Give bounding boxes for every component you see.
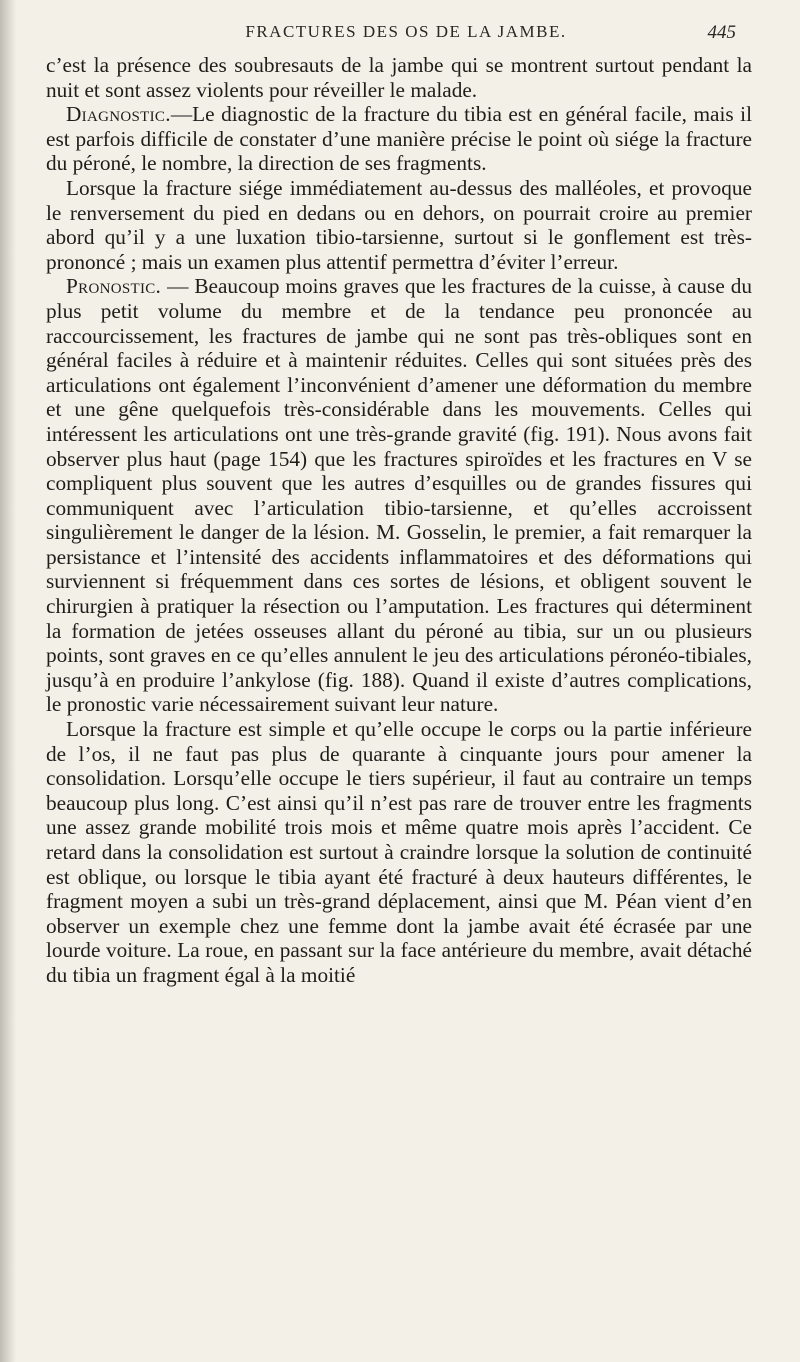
paragraph-consolidation (46, 717, 752, 988)
paragraph-text: —Le diagnostic de la fracture du tibia est en général facile, mais il est parfois difficile de constater d’une manière précise le point où siége la fracture du péroné, le nombre, la direction de ses fragments. (46, 102, 752, 176)
section-heading-diagnostic: Diagnostic. (66, 102, 171, 127)
paragraph-text: Lorsque la fracture siége immédiatement au-dessus des malléoles, et provoque le renversement du pied en dedans ou en dehors, on pourrait croire au premier abord qu’il y a une luxation tibio-tarsienne, surtout si le gonflement est très-prononcé ; mais un examen plus attentif permettra d’éviter l’erreur. (46, 175, 752, 274)
section-heading-pronostic: Pronostic. (66, 274, 162, 299)
text-body (46, 53, 752, 988)
paragraph-diagnostic (46, 102, 752, 176)
paragraph-continuation (46, 53, 752, 102)
paragraph-pronostic (46, 274, 752, 717)
page-number: 445 (707, 22, 736, 43)
page-edge-shadow (0, 0, 16, 1362)
paragraph-text: — Beaucoup moins graves que les fractures de la cuisse, à cause du plus petit volume du membre et de la tendance peu prononcée au raccourcissement, les fractures de jambe qui ne sont pas très-obliques sont en général faciles à réduire et à maintenir réduites. Celles qui sont situées près des articulations ont également l’inconvénient d’amener une déformation du membre et une gêne quelquefois très-considérable dans les mouvements. Celles qui intéressent les articulations ont une très-grande gravité (fig. 191). Nous avons fait observer plus haut (page 154) que les fractures spiroïdes et les fractures en V se compliquent plus souvent que les autres d’esquilles ou de grandes fissures qui communiquent avec l’articulation tibio-tarsienne, et qu’elles accroissent singulièrement le danger de la lésion. M. Gosselin, le premier, a fait remarquer la persistance et l’intensité des accidents inflammatoires et des déformations qui surviennent si fréquemment dans ces sortes de lésions, et obligent souvent le chirurgien à pratiquer la résection ou l’amputation. Les fractures qui déterminent la formation de jetées osseuses allant du péroné au tibia, sur un ou plusieurs points, sont graves en ce qu’elles annulent le jeu des articulations péronéo-tibiales, jusqu’à en produire l’ankylose (fig. 188). Quand il existe d’autres complications, le pronostic varie nécessairement suivant leur nature. (46, 274, 752, 717)
paragraph-text: Lorsque la fracture est simple et qu’elle occupe le corps ou la partie inférieure de l’os, il ne faut pas plus de quarante à cinquante jours pour amener la consolidation. Lorsqu’elle occupe le tiers supérieur, il faut au contraire un temps beaucoup plus long. C’est ainsi qu’il n’est pas rare de trouver entre les fragments une assez grande mobilité trois mois et même quatre mois après l’accident. Ce retard dans la consolidation est surtout à craindre lorsque la solution de continuité est oblique, ou lorsque le tibia ayant été fracturé à deux hauteurs différentes, le fragment moyen a subi un très-grand déplacement, ainsi que M. Péan vient d’en observer un exemple chez une femme dont la jambe avait été écrasée par une lourde voiture. La roue, en passant sur la face antérieure du membre, avait détaché du tibia un fragment égal à la moitié (46, 717, 752, 987)
running-title: FRACTURES DES OS DE LA JAMBE. (245, 22, 567, 41)
running-head (72, 22, 740, 50)
paragraph-luxation (46, 176, 752, 274)
paragraph-text: c’est la présence des soubresauts de la jambe qui se montrent surtout pendant la nuit et sont assez violents pour réveiller le malade. (46, 53, 752, 102)
